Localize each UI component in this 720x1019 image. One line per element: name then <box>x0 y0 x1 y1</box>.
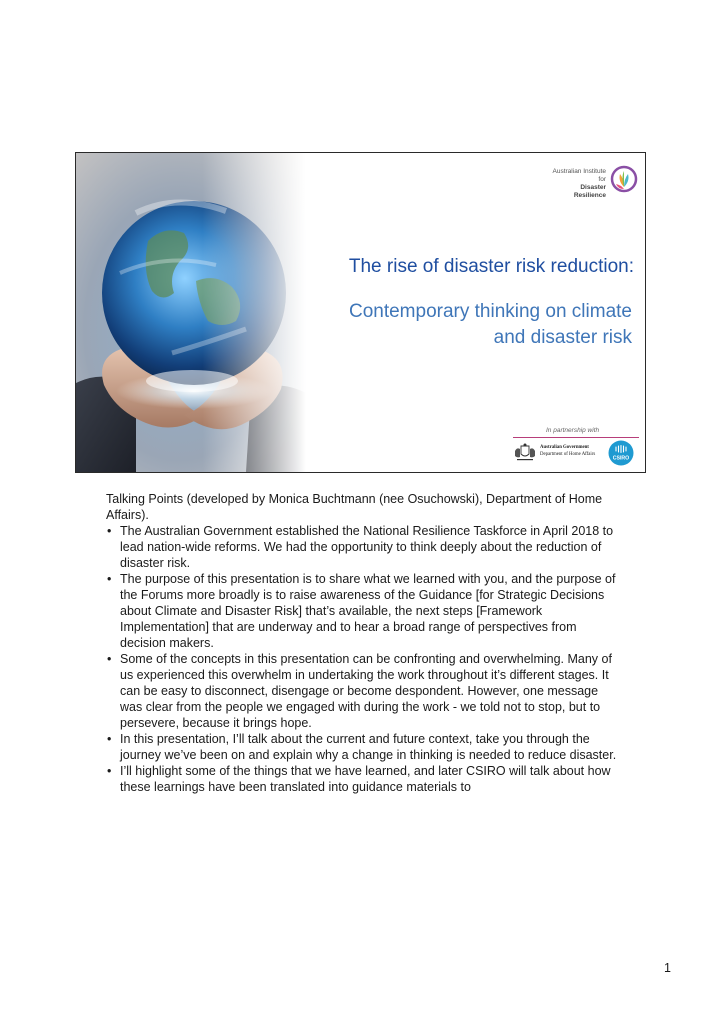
slide-subtitle-line-2: and disaster risk <box>493 327 632 348</box>
aidr-logo <box>550 165 638 197</box>
notes-intro: Talking Points (developed by Monica Buchtmann (nee Osuchowski), Department of Home Affairs). <box>106 492 603 522</box>
aidr-logo-text <box>550 168 606 200</box>
notes-bullet: • The Australian Government established the National Resilience Taskforce in April 2018 to lead nation-wide reforms. We had the opportunity to think deeply about the reduction of disaster risk. <box>106 523 618 571</box>
page-number: 1 <box>664 961 671 975</box>
slide-thumbnail <box>75 152 646 473</box>
notes-bullet: • Some of the concepts in this presentation can be confronting and overwhelming. Many of us experienced this overwhelm in undertaking the work throughout it’s different stages. It can be easy to disconnect, disengage or become despondent. However, one message was clear from the people we engaged with during the work - we told not to stop, but to persevere, because it brings hope. <box>106 651 618 731</box>
aidr-logo-line-1: Australian Institute for <box>552 168 606 183</box>
slide-subtitle <box>298 299 632 351</box>
partnership-label: In partnership with <box>546 427 600 434</box>
slide-title: The rise of disaster risk reduction: <box>348 256 634 277</box>
csiro-logo-icon <box>608 440 634 466</box>
notes-bullet: • The purpose of this presentation is to share what we learned with you, and the purpose of the Forums more broadly is to raise awareness of the Guidance [for Strategic Decisions about Climate and Disaster Risk] that’s available, the next steps [Framework Implementation] that are underway and to hear a broad range of perspectives from decision makers. <box>106 571 618 651</box>
aidr-emblem-icon <box>610 165 638 193</box>
notes-bullet: • I’ll highlight some of the things that we have learned, and later CSIRO will talk about how these learnings have been translated into guidance materials to <box>106 763 618 795</box>
notes-bullet-list <box>106 523 618 795</box>
coat-of-arms-icon <box>513 443 537 462</box>
csiro-logo-text: CSIRO <box>612 455 630 462</box>
globe-in-hands-image <box>76 153 306 472</box>
gov-logo-line-2: Department of Home Affairs <box>540 451 596 457</box>
speaker-notes <box>106 491 618 795</box>
aidr-logo-line-2: Disaster Resilience <box>573 184 606 199</box>
notes-bullet: • In this presentation, I’ll talk about the current and future context, take you through the journey we’ve been on and explain why a change in thinking is needed to reduce disaster. <box>106 731 618 763</box>
gov-logo-line-1: Australian Government <box>540 445 589 450</box>
gov-logo-text <box>540 445 595 458</box>
partnership-divider <box>513 437 639 438</box>
slide-subtitle-line-1: Contemporary thinking on climate <box>348 301 632 322</box>
